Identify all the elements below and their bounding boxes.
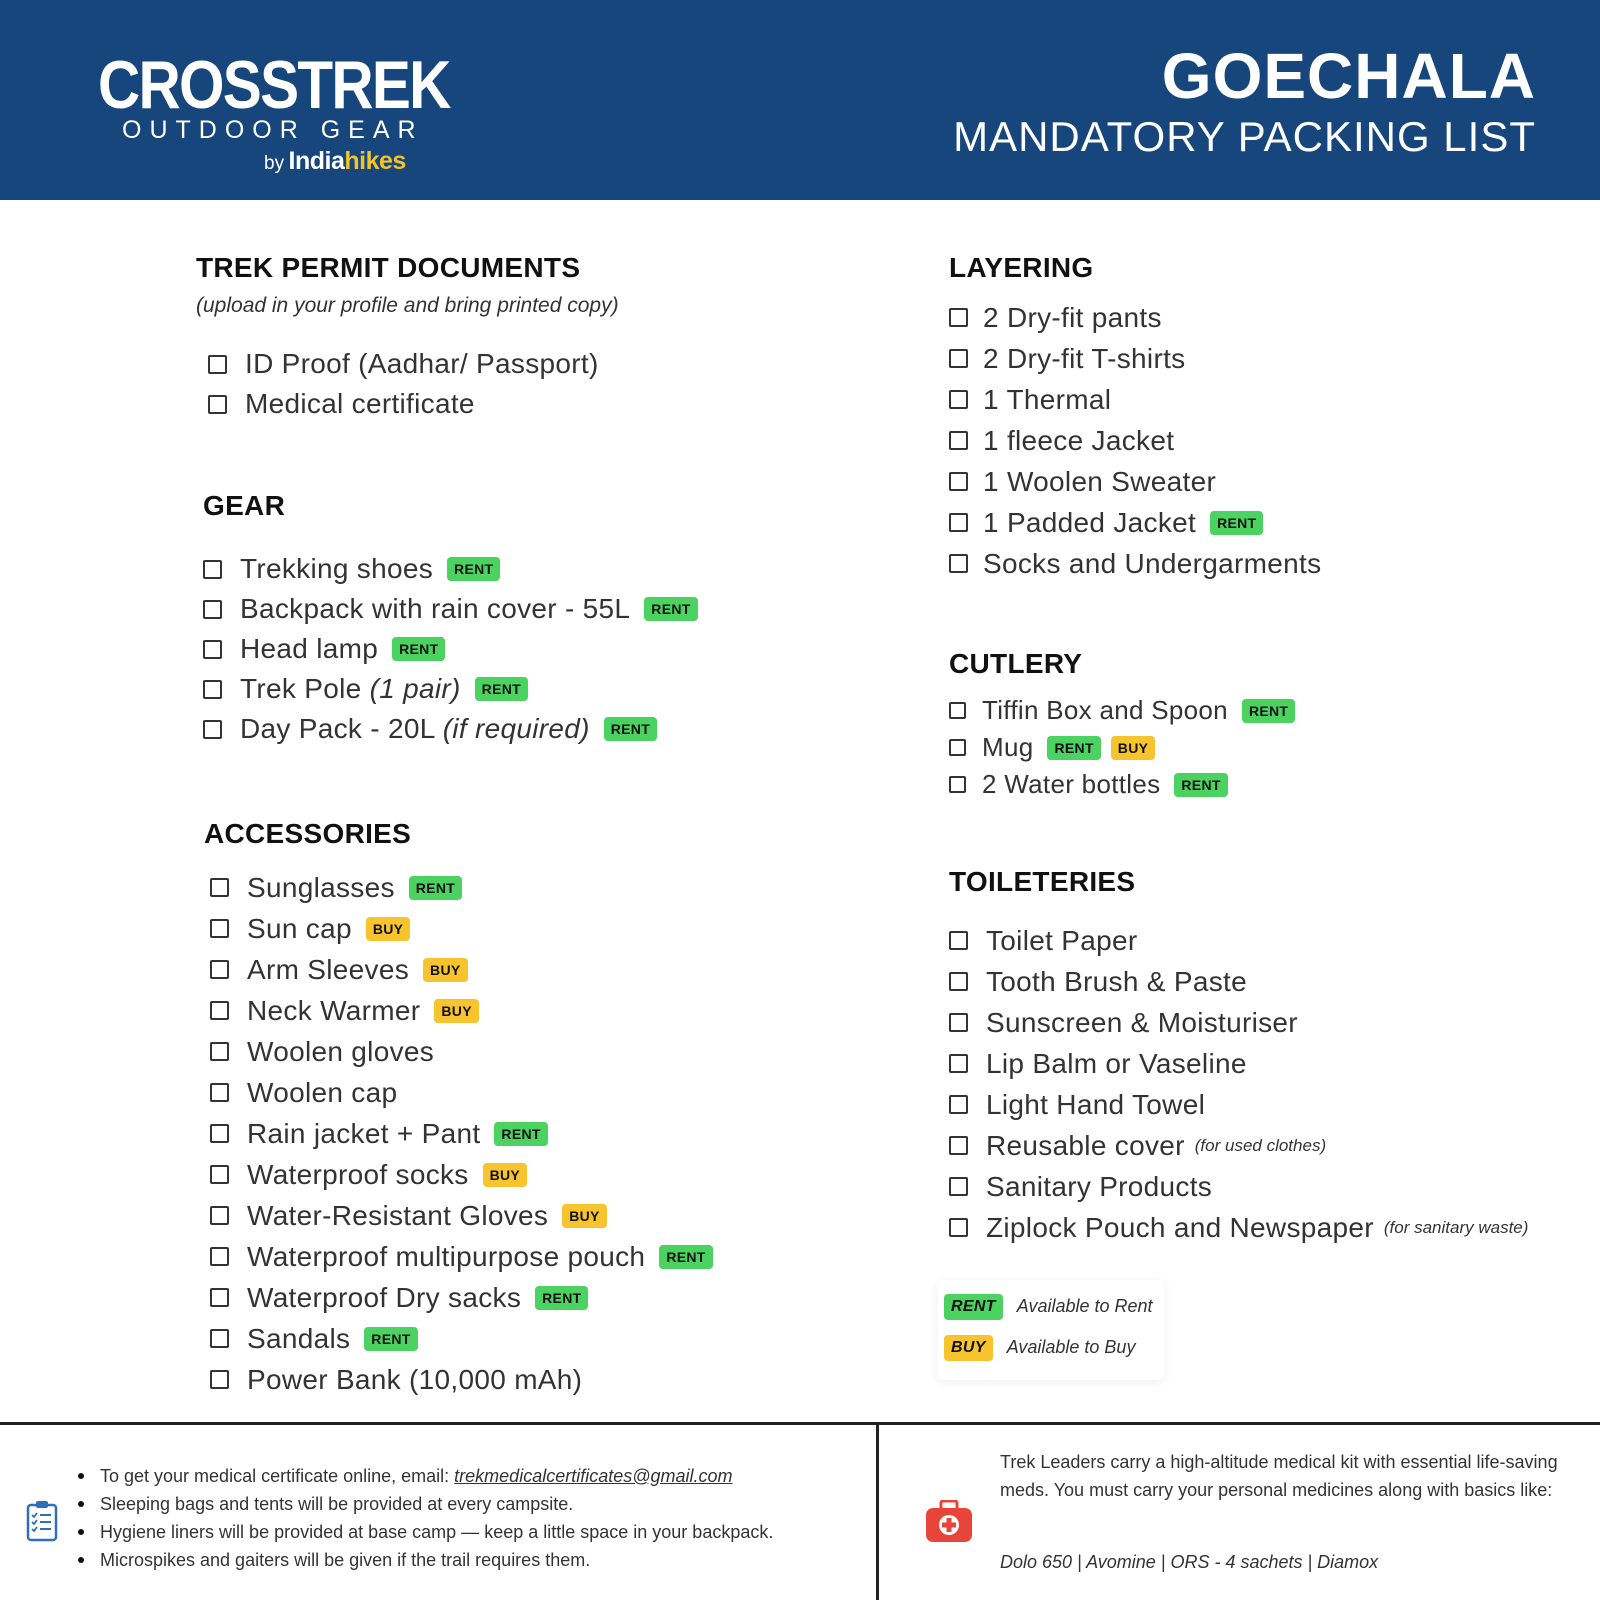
checkbox[interactable]	[949, 739, 966, 756]
checklist-item[interactable]	[203, 549, 698, 589]
item-label: Ziplock Pouch and Newspaper	[986, 1211, 1374, 1243]
footer-note	[78, 1462, 773, 1490]
page-title-block	[953, 40, 1536, 162]
checklist-item[interactable]	[210, 1318, 713, 1359]
rent-badge: RENT	[1047, 736, 1100, 760]
checklist	[203, 549, 698, 749]
checkbox[interactable]	[210, 1247, 229, 1266]
item-label: Waterproof socks	[247, 1158, 469, 1190]
item-label: 1 Padded Jacket	[983, 506, 1197, 538]
item-label: ID Proof (Aadhar/ Passport)	[245, 348, 599, 379]
checkbox[interactable]	[949, 349, 968, 368]
checkbox[interactable]	[203, 560, 222, 579]
checklist-item[interactable]	[203, 709, 698, 749]
item-label: Rain jacket + Pant	[247, 1117, 481, 1149]
footer-note: Sleeping bags and tents will be provided at every campsite.	[78, 1490, 773, 1518]
checkbox[interactable]	[210, 1165, 229, 1184]
logo-byline	[264, 147, 438, 176]
rent-badge: RENT	[447, 557, 500, 581]
footer-note-text: To get your medical certificate online, email:	[100, 1466, 455, 1486]
legend-rent	[944, 1286, 1164, 1327]
buy-badge: BUY	[944, 1335, 993, 1361]
checkbox[interactable]	[210, 1370, 229, 1389]
checklist-item[interactable]	[210, 1359, 713, 1400]
checklist-item[interactable]	[210, 1072, 713, 1113]
logo-tagline: OUTDOOR GEAR	[122, 116, 424, 144]
checkbox[interactable]	[949, 1095, 968, 1114]
item-label: Reusable cover	[986, 1129, 1185, 1161]
checklist-item[interactable]	[210, 1195, 713, 1236]
item-label: Mug	[982, 732, 1034, 762]
item-note: (if required)	[442, 713, 590, 744]
rent-badge: RENT	[659, 1245, 712, 1269]
checklist-item[interactable]	[949, 1043, 1528, 1084]
item-label: Tooth Brush & Paste	[986, 965, 1247, 997]
checkbox[interactable]	[949, 431, 968, 450]
item-label: Neck Warmer	[247, 994, 421, 1026]
checkbox[interactable]	[203, 680, 222, 699]
rent-badge: RENT	[1174, 773, 1227, 797]
section-cutlery	[949, 648, 1295, 803]
checklist-item[interactable]	[210, 1236, 713, 1277]
checkbox[interactable]	[949, 702, 966, 719]
checkbox[interactable]	[208, 395, 227, 414]
checklist-item[interactable]	[949, 543, 1321, 584]
checklist-item[interactable]	[210, 1154, 713, 1195]
checklist-item[interactable]	[949, 502, 1321, 543]
medical-email-link[interactable]: trekmedicalcertificates@gmail.com	[454, 1466, 733, 1486]
checkbox[interactable]	[203, 600, 222, 619]
buy-badge: BUY	[1111, 736, 1155, 760]
footer-divider-line	[0, 1422, 1600, 1425]
legend-rent-text: Available to Rent	[1016, 1296, 1153, 1316]
checklist-item[interactable]	[210, 867, 713, 908]
checkbox[interactable]	[210, 1288, 229, 1307]
item-note: (1 pair)	[369, 673, 461, 704]
checklist-item[interactable]	[949, 1002, 1528, 1043]
footer-note: Hygiene liners will be provided at base camp — keep a little space in your backpack.	[78, 1518, 773, 1546]
checklist-item[interactable]	[949, 379, 1321, 420]
section-permit-documents	[196, 252, 619, 424]
checkbox[interactable]	[949, 931, 968, 950]
logo-by: by	[264, 153, 285, 174]
item-label: Sanitary Products	[986, 1170, 1213, 1202]
checklist-item[interactable]	[203, 669, 698, 709]
logo-wordmark: CROSSTREK	[98, 47, 450, 123]
checkbox[interactable]	[949, 972, 968, 991]
checkbox[interactable]	[210, 960, 229, 979]
rent-badge: RENT	[409, 876, 462, 900]
checklist-item[interactable]	[949, 461, 1321, 502]
checklist	[210, 867, 713, 1400]
item-label	[240, 673, 461, 705]
item-label: 1 Woolen Sweater	[983, 465, 1217, 497]
section-layering	[949, 252, 1321, 584]
item-label: Sandals	[247, 1322, 351, 1354]
checkbox[interactable]	[949, 1054, 968, 1073]
checklist-item[interactable]	[949, 766, 1295, 803]
item-label: Water-Resistant Gloves	[247, 1199, 549, 1231]
item-label: Medical certificate	[245, 388, 475, 419]
checkbox[interactable]	[949, 776, 966, 793]
buy-badge: BUY	[423, 958, 467, 982]
checkbox[interactable]	[210, 1329, 229, 1348]
section-note: (upload in your profile and bring printed copy)	[196, 294, 619, 317]
item-label: Lip Balm or Vaseline	[986, 1047, 1247, 1079]
section-heading: TREK PERMIT DOCUMENTS	[196, 252, 581, 283]
checklist-item[interactable]	[210, 990, 713, 1031]
checkbox[interactable]	[203, 640, 222, 659]
checklist-item[interactable]	[949, 297, 1321, 338]
checklist	[949, 297, 1321, 584]
item-label: Sun cap	[247, 912, 352, 944]
page-title: GOECHALA	[1161, 40, 1536, 112]
checkbox[interactable]	[210, 919, 229, 938]
section-accessories	[204, 818, 713, 1400]
checkbox[interactable]	[210, 1083, 229, 1102]
checklist-item[interactable]	[210, 1277, 713, 1318]
checkbox[interactable]	[949, 390, 968, 409]
page-subtitle: MANDATORY PACKING LIST	[953, 113, 1536, 160]
checkbox[interactable]	[949, 1136, 968, 1155]
footer-note-list	[78, 1462, 773, 1574]
checkbox[interactable]	[949, 513, 968, 532]
item-label: 1 Thermal	[983, 383, 1112, 415]
item-label: Toilet Paper	[986, 924, 1138, 956]
buy-badge: BUY	[483, 1163, 527, 1187]
rent-badge: RENT	[644, 597, 697, 621]
rent-badge: RENT	[1210, 511, 1263, 535]
item-label: Woolen gloves	[247, 1035, 435, 1067]
checkbox[interactable]	[949, 554, 968, 573]
item-note: (for used clothes)	[1194, 1135, 1327, 1155]
first-aid-kit-icon	[924, 1500, 974, 1548]
rent-badge: RENT	[364, 1327, 417, 1351]
checklist-item[interactable]	[203, 589, 698, 629]
item-label: 2 Dry-fit pants	[983, 301, 1162, 333]
checklist-item[interactable]	[949, 692, 1295, 729]
item-label: Socks and Undergarments	[983, 547, 1322, 579]
item-label	[240, 713, 590, 745]
checklist-item[interactable]	[210, 908, 713, 949]
checklist	[949, 692, 1295, 803]
item-label: Sunglasses	[247, 871, 395, 903]
checklist-item[interactable]	[949, 1207, 1528, 1248]
item-label: Tiffin Box and Spoon	[982, 695, 1228, 725]
rent-badge: RENT	[392, 637, 445, 661]
checklist-item[interactable]	[949, 729, 1295, 766]
checkbox[interactable]	[208, 355, 227, 374]
buy-badge: BUY	[366, 917, 410, 941]
section-gear	[203, 490, 698, 749]
item-label: Arm Sleeves	[247, 953, 410, 985]
checklist-item[interactable]	[208, 344, 619, 384]
section-heading: GEAR	[203, 490, 286, 521]
rent-badge: RENT	[1242, 699, 1295, 723]
checkbox[interactable]	[949, 1177, 968, 1196]
checklist-item[interactable]	[210, 1113, 713, 1154]
section-heading: ACCESSORIES	[204, 818, 412, 849]
item-label: Waterproof Dry sacks	[247, 1281, 522, 1313]
checklist-item[interactable]	[203, 629, 698, 669]
item-text: Trek Pole	[240, 673, 362, 704]
item-text: Day Pack - 20L	[240, 713, 435, 744]
item-label: Head lamp	[240, 633, 379, 664]
item-label: Waterproof multipurpose pouch	[247, 1240, 646, 1272]
item-label: 2 Dry-fit T-shirts	[983, 342, 1186, 374]
basic-medicines: Dolo 650 | Avomine | ORS - 4 sachets | Diamox	[1000, 1552, 1379, 1572]
crosstrek-logo[interactable]	[98, 47, 450, 176]
header-banner	[0, 0, 1600, 200]
checkbox[interactable]	[210, 1124, 229, 1143]
section-heading: TOILETERIES	[949, 866, 1136, 897]
checklist	[949, 920, 1528, 1248]
checkbox[interactable]	[210, 1042, 229, 1061]
checklist-item[interactable]	[949, 1166, 1528, 1207]
checklist-item[interactable]	[949, 961, 1528, 1002]
checkbox[interactable]	[949, 472, 968, 491]
legend-buy	[944, 1327, 1164, 1368]
checklist-item[interactable]	[210, 949, 713, 990]
checkbox[interactable]	[210, 1206, 229, 1225]
checkbox[interactable]	[949, 1013, 968, 1032]
checklist-item[interactable]	[208, 384, 619, 424]
buy-badge: BUY	[434, 999, 478, 1023]
item-label: 2 Water bottles	[982, 769, 1161, 799]
section-heading: CUTLERY	[949, 648, 1083, 679]
footer-column-divider	[876, 1422, 879, 1600]
footer-note: Microspikes and gaiters will be given if the trail requires them.	[78, 1546, 773, 1574]
rent-badge: RENT	[475, 677, 528, 701]
buy-badge: BUY	[562, 1204, 606, 1228]
clipboard-checklist-icon	[26, 1500, 58, 1546]
section-heading: LAYERING	[949, 252, 1094, 283]
checkbox[interactable]	[210, 1001, 229, 1020]
logo-hikes: hikes	[344, 147, 406, 175]
checkbox[interactable]	[210, 878, 229, 897]
checklist-item[interactable]	[949, 1125, 1528, 1166]
checkbox[interactable]	[203, 720, 222, 739]
checkbox[interactable]	[949, 1218, 968, 1237]
checklist	[208, 344, 619, 424]
checklist-item[interactable]	[949, 338, 1321, 379]
badge-legend	[938, 1280, 1164, 1380]
checkbox[interactable]	[949, 308, 968, 327]
rent-badge: RENT	[535, 1286, 588, 1310]
item-label: Sunscreen & Moisturiser	[986, 1006, 1298, 1038]
section-toiletries	[949, 866, 1528, 1248]
item-label: Power Bank (10,000 mAh)	[247, 1363, 583, 1395]
rent-badge: RENT	[604, 717, 657, 741]
checklist-item[interactable]	[949, 920, 1528, 961]
checklist-item[interactable]	[949, 1084, 1528, 1125]
rent-badge: RENT	[494, 1122, 547, 1146]
item-label: Woolen cap	[247, 1076, 398, 1108]
legend-buy-text: Available to Buy	[1006, 1337, 1136, 1357]
item-note: (for sanitary waste)	[1383, 1217, 1529, 1237]
checklist-item[interactable]	[210, 1031, 713, 1072]
item-label: Backpack with rain cover - 55L	[240, 593, 631, 624]
logo-india: India	[288, 147, 345, 175]
medical-kit-text: Trek Leaders carry a high-altitude medical kit with essential life-saving meds. You must carry your personal medicines along with basics like:	[1000, 1452, 1558, 1500]
item-label: Light Hand Towel	[986, 1088, 1206, 1120]
rent-badge: RENT	[944, 1294, 1003, 1320]
checklist-item[interactable]	[949, 420, 1321, 461]
item-label: 1 fleece Jacket	[983, 424, 1175, 456]
item-label: Trekking shoes	[240, 553, 434, 584]
